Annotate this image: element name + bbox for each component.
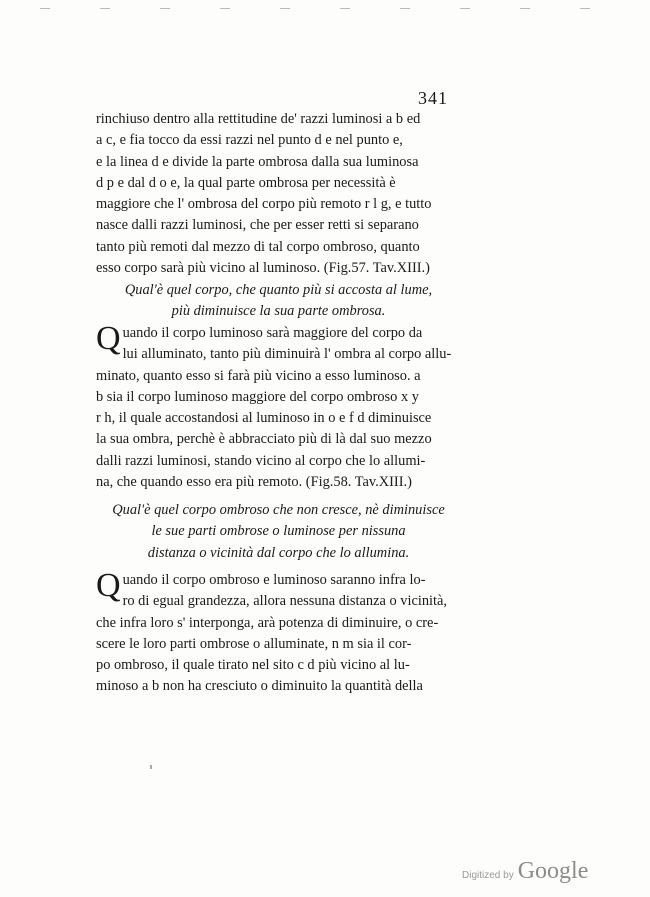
text-line: d p e dal d o e, la qual parte ombrosa per necessità è	[96, 174, 396, 191]
text-line: a c, e fia tocco da essi razzi nel punto d e nel punto e,	[96, 132, 403, 149]
digitized-by-google-watermark	[462, 858, 588, 888]
heading-line: Qual'è quel corpo, che quanto più si accosta al lume,	[124, 282, 433, 298]
text-line: minoso a b non ha cresciuto o diminuito la quantità della	[96, 678, 423, 695]
text-line: r h, il quale accostandosi al luminoso in o e f d diminuisce	[96, 410, 432, 427]
scan-speck	[150, 765, 152, 769]
text-line: la sua ombra, perchè è abbracciato più di là dal suo mezzo	[96, 431, 432, 448]
text-line: tanto più remoti dal mezzo di tal corpo ombroso, quanto	[96, 238, 420, 255]
heading-line: le sue parti ombrose o luminose per nissuna	[151, 523, 406, 540]
paragraph-3	[96, 567, 461, 698]
text-line: po ombroso, il quale tirato nel sito c d più vicino al lu-	[96, 657, 410, 674]
text-line: uando il corpo ombroso e luminoso saranno infra lo-	[122, 572, 426, 588]
text-line: maggiore che l' ombrosa del corpo più remoto r l g, e tutto	[96, 196, 432, 213]
section-heading-2	[96, 500, 461, 564]
text-line: na, che quando esso era più remoto. (Fig.58. Tav.XIII.)	[96, 474, 412, 491]
paragraph-1	[96, 109, 461, 279]
heading-line: distanza o vicinità dal corpo che lo allumina.	[147, 544, 410, 561]
heading-line: più diminuisce la sua parte ombrosa.	[171, 303, 386, 320]
drop-cap: Q	[96, 567, 121, 604]
text-line: rinchiuso dentro alla rettitudine de' razzi luminosi a b ed	[96, 111, 421, 127]
paragraph-2	[96, 320, 461, 493]
google-logo: Google	[517, 858, 589, 884]
text-line: ro di egual grandezza, allora nessuna distanza o vicinità,	[122, 593, 448, 610]
section-heading-1	[96, 280, 461, 323]
text-line: nasce dalli razzi luminosi, che per esser retti si separano	[96, 217, 419, 234]
text-line: dalli razzi luminosi, stando vicino al corpo che lo allumi-	[96, 452, 426, 469]
scan-edge-marks	[40, 8, 590, 14]
digitized-label: Digitized by	[462, 870, 514, 881]
page-number: 341	[418, 88, 448, 108]
text-line: lui alluminato, tanto più diminuirà l' ombra al corpo allu-	[122, 346, 452, 363]
text-line: che infra loro s' interponga, arà potenza di diminuire, o cre-	[96, 614, 439, 631]
text-line: esso corpo sarà più vicino al luminoso. (Fig.57. Tav.XIII.)	[96, 260, 430, 277]
text-line: uando il corpo luminoso sarà maggiore del corpo da	[122, 325, 423, 341]
text-line: e la linea d e divide la parte ombrosa dalla sua luminosa	[96, 153, 419, 170]
drop-cap: Q	[96, 320, 121, 357]
text-line: minato, quanto esso si farà più vicino a esso luminoso. a	[96, 367, 421, 384]
text-line: scere le loro parti ombrose o alluminate, n m sia il cor-	[96, 635, 412, 652]
heading-line: Qual'è quel corpo ombroso che non cresce, nè diminuisce	[112, 502, 445, 518]
text-line: b sia il corpo luminoso maggiore del corpo ombroso x y	[96, 388, 419, 405]
